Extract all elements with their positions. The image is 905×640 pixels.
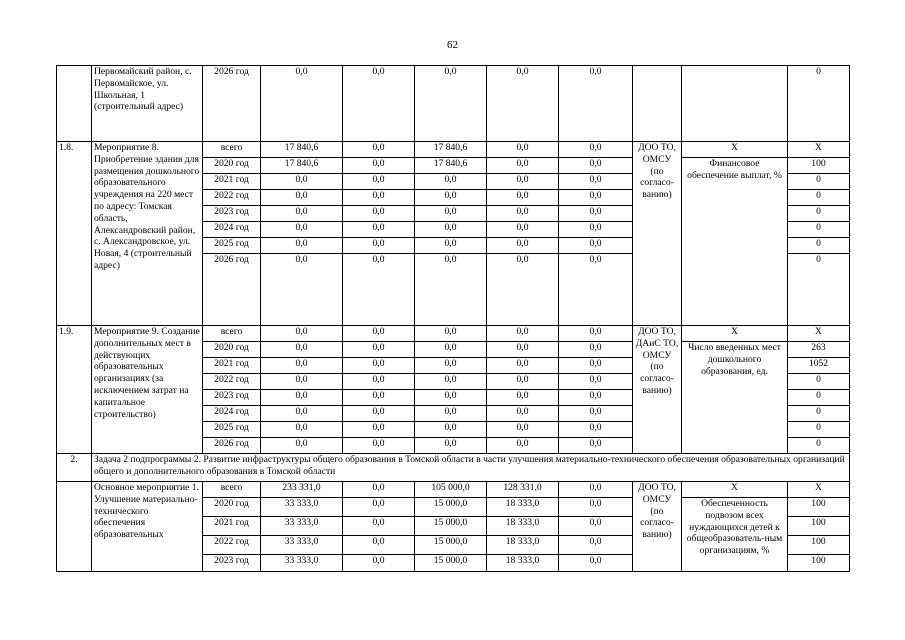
target-cell: 0 [788,238,850,254]
target-cell: 100 [788,517,850,536]
total-cell: 33 333,0 [261,536,343,555]
indicator-cell: Число введенных мест дошкольного образования, ед. [682,342,788,454]
activity-name: Первомайский район, с. Первомайское, ул. Школьная, 1 (строительный адрес) [92,66,203,142]
total-cell: 0,0 [261,438,343,454]
year-cell: 2020 год [203,342,261,358]
regional-cell: 0,0 [415,222,487,238]
municipal-cell: 0,0 [487,438,559,454]
total-cell: 0,0 [261,326,343,342]
target-cell: 0 [788,422,850,438]
year-cell: 2021 год [203,517,261,536]
extra-cell: 0,0 [559,390,633,406]
federal-cell: 0,0 [343,482,415,498]
target-cell: X [788,482,850,498]
municipal-cell: 0,0 [487,142,559,158]
total-cell: 17 840,6 [261,158,343,174]
indicator-cell: Финансовое обеспечение выплат, % [682,158,788,326]
federal-cell: 0,0 [343,142,415,158]
extra-cell: 0,0 [559,222,633,238]
federal-cell: 0,0 [343,326,415,342]
row-index: 1.8. [57,142,92,326]
year-cell: 2022 год [203,190,261,206]
municipal-cell: 0,0 [487,174,559,190]
extra-cell: 0,0 [559,254,633,326]
regional-cell: 105 000,0 [415,482,487,498]
extra-cell: 0,0 [559,342,633,358]
extra-cell: 0,0 [559,326,633,342]
federal-cell: 0,0 [343,517,415,536]
target-cell: 1052 [788,358,850,374]
extra-cell: 0,0 [559,66,633,142]
target-cell: 100 [788,555,850,572]
federal-cell: 0,0 [343,422,415,438]
executor-cell: ДОО ТО, ОМСУ (по согласо-ванию) [633,482,682,572]
target-cell: X [788,142,850,158]
municipal-cell: 0,0 [487,158,559,174]
target-cell: 100 [788,536,850,555]
municipal-cell: 18 333,0 [487,498,559,517]
total-cell: 0,0 [261,358,343,374]
year-cell: 2023 год [203,555,261,572]
regional-cell: 0,0 [415,238,487,254]
task-row [57,454,850,482]
regional-cell: 0,0 [415,406,487,422]
activity-name: Основное мероприятие 1. Улучшение материально-технического обеспечения образовательных [92,482,203,572]
regional-cell: 0,0 [415,326,487,342]
year-cell: 2025 год [203,238,261,254]
regional-cell: 17 840,6 [415,142,487,158]
indicator-x-cell: X [682,482,788,498]
target-cell: 0 [788,406,850,422]
total-cell: 0,0 [261,254,343,326]
target-cell: 100 [788,158,850,174]
year-cell: всего [203,326,261,342]
regional-cell: 0,0 [415,438,487,454]
extra-cell: 0,0 [559,238,633,254]
total-cell: 0,0 [261,390,343,406]
activity-name: Мероприятие 9. Создание дополнительных мест в действующих образовательных организациях (за исключением затрат на капитальное строительство) [92,326,203,454]
regional-cell: 15 000,0 [415,555,487,572]
regional-cell: 15 000,0 [415,517,487,536]
regional-cell: 15 000,0 [415,498,487,517]
federal-cell: 0,0 [343,174,415,190]
activities-table [56,65,850,572]
target-cell: 0 [788,438,850,454]
federal-cell: 0,0 [343,358,415,374]
table-row [57,326,850,342]
total-cell: 33 333,0 [261,517,343,536]
municipal-cell: 128 331,0 [487,482,559,498]
extra-cell: 0,0 [559,142,633,158]
total-cell: 0,0 [261,374,343,390]
indicator-x-cell: X [682,142,788,158]
federal-cell: 0,0 [343,254,415,326]
regional-cell: 0,0 [415,374,487,390]
regional-cell: 0,0 [415,342,487,358]
federal-cell: 0,0 [343,536,415,555]
year-cell: 2021 год [203,358,261,374]
target-cell: 0 [788,390,850,406]
regional-cell: 15 000,0 [415,536,487,555]
federal-cell: 0,0 [343,438,415,454]
regional-cell: 17 840,6 [415,158,487,174]
municipal-cell: 0,0 [487,406,559,422]
target-cell: 0 [788,66,850,142]
municipal-cell: 0,0 [487,374,559,390]
year-cell: 2025 год [203,422,261,438]
extra-cell: 0,0 [559,374,633,390]
extra-cell: 0,0 [559,555,633,572]
federal-cell: 0,0 [343,222,415,238]
regional-cell: 0,0 [415,422,487,438]
regional-cell: 0,0 [415,206,487,222]
row-index [57,66,92,142]
extra-cell: 0,0 [559,206,633,222]
extra-cell: 0,0 [559,358,633,374]
executor-cell: ДОО ТО, ОМСУ (по согласо-ванию) [633,142,682,326]
federal-cell: 0,0 [343,206,415,222]
target-cell: 0 [788,190,850,206]
row-index: 1.9. [57,326,92,454]
municipal-cell: 0,0 [487,342,559,358]
total-cell: 0,0 [261,422,343,438]
total-cell: 33 333,0 [261,555,343,572]
total-cell: 0,0 [261,238,343,254]
year-cell: 2026 год [203,66,261,142]
extra-cell: 0,0 [559,536,633,555]
federal-cell: 0,0 [343,342,415,358]
total-cell: 0,0 [261,174,343,190]
federal-cell: 0,0 [343,374,415,390]
municipal-cell: 0,0 [487,238,559,254]
table-row [57,66,850,142]
target-cell: 100 [788,498,850,517]
municipal-cell: 0,0 [487,390,559,406]
year-cell: 2020 год [203,158,261,174]
municipal-cell: 0,0 [487,254,559,326]
municipal-cell: 18 333,0 [487,517,559,536]
extra-cell: 0,0 [559,422,633,438]
regional-cell: 0,0 [415,254,487,326]
row-index [57,482,92,572]
regional-cell: 0,0 [415,190,487,206]
year-cell: 2022 год [203,536,261,555]
year-cell: 2021 год [203,174,261,190]
extra-cell: 0,0 [559,406,633,422]
federal-cell: 0,0 [343,190,415,206]
municipal-cell: 0,0 [487,422,559,438]
total-cell: 0,0 [261,66,343,142]
target-cell: 0 [788,374,850,390]
extra-cell: 0,0 [559,438,633,454]
total-cell: 33 333,0 [261,498,343,517]
target-cell: X [788,326,850,342]
regional-cell: 0,0 [415,390,487,406]
federal-cell: 0,0 [343,158,415,174]
extra-cell: 0,0 [559,517,633,536]
federal-cell: 0,0 [343,66,415,142]
federal-cell: 0,0 [343,555,415,572]
total-cell: 0,0 [261,206,343,222]
target-cell: 0 [788,254,850,326]
indicator-x-cell: X [682,326,788,342]
executor-cell: ДОО ТО, ДАиС ТО, ОМСУ (по согласо-ванию) [633,326,682,454]
year-cell: 2022 год [203,374,261,390]
year-cell: 2026 год [203,438,261,454]
total-cell: 0,0 [261,222,343,238]
target-cell: 0 [788,222,850,238]
year-cell: 2024 год [203,406,261,422]
municipal-cell: 18 333,0 [487,555,559,572]
indicator-cell: Обеспеченность подвозом всех нуждающихся детей к общеобразователь-ным организациям, % [682,498,788,572]
indicator-cell [682,66,788,142]
year-cell: 2023 год [203,206,261,222]
task-title: Задача 2 подпрограммы 2. Развитие инфраструктуры общего образования в Томской области в части улучшения материально-технического обеспечения образовательных организаций общего и дополнительного образования в Томской области [92,454,850,482]
extra-cell: 0,0 [559,482,633,498]
municipal-cell: 0,0 [487,66,559,142]
year-cell: 2023 год [203,390,261,406]
federal-cell: 0,0 [343,498,415,517]
federal-cell: 0,0 [343,238,415,254]
total-cell: 0,0 [261,342,343,358]
year-cell: 2020 год [203,498,261,517]
total-cell: 17 840,6 [261,142,343,158]
federal-cell: 0,0 [343,406,415,422]
year-cell: 2024 год [203,222,261,238]
year-cell: всего [203,482,261,498]
municipal-cell: 0,0 [487,190,559,206]
extra-cell: 0,0 [559,190,633,206]
table-row [57,482,850,498]
municipal-cell: 0,0 [487,222,559,238]
activity-name: Мероприятие 8. Приобретение здания для размещения дошкольного образовательного учреждения на 220 мест по адресу: Томская область, Александровский район, с. Александровское, ул. Новая, 4 (строительный адрес) [92,142,203,326]
target-cell: 263 [788,342,850,358]
target-cell: 0 [788,174,850,190]
total-cell: 0,0 [261,190,343,206]
extra-cell: 0,0 [559,498,633,517]
page-number: 62 [447,39,458,51]
municipal-cell: 0,0 [487,358,559,374]
extra-cell: 0,0 [559,158,633,174]
total-cell: 0,0 [261,406,343,422]
table-row [57,142,850,158]
municipal-cell: 0,0 [487,326,559,342]
municipal-cell: 18 333,0 [487,536,559,555]
regional-cell: 0,0 [415,358,487,374]
federal-cell: 0,0 [343,390,415,406]
row-index: 2. [57,454,92,482]
municipal-cell: 0,0 [487,206,559,222]
executor-cell [633,66,682,142]
regional-cell: 0,0 [415,66,487,142]
year-cell: 2026 год [203,254,261,326]
total-cell: 233 331,0 [261,482,343,498]
extra-cell: 0,0 [559,174,633,190]
regional-cell: 0,0 [415,174,487,190]
target-cell: 0 [788,206,850,222]
year-cell: всего [203,142,261,158]
